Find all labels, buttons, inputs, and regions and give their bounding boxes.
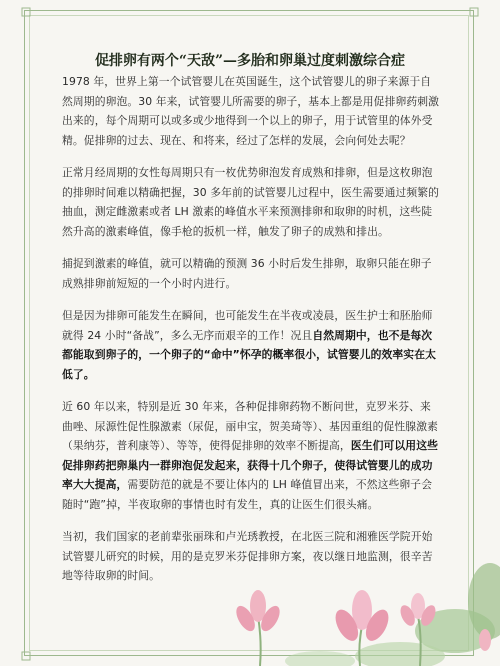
body-text: 需要防范的就是不要让体内的 LH 峰值冒出来，不然这些卵子会随时“跑”掉，半夜取卵的事情也时有发生，真的让医生们很头痛。 bbox=[62, 478, 433, 511]
corner-ornament-icon bbox=[20, 650, 32, 662]
bold-text: 医生们可以用这些促排卵药把卵巢内一群卵泡促发起来，获得十几个卵子，使得试管婴儿的成功率大大提高， bbox=[62, 439, 439, 491]
paragraph bbox=[62, 72, 440, 150]
paragraph bbox=[62, 527, 440, 586]
paragraph bbox=[62, 397, 440, 514]
article-body bbox=[62, 72, 440, 599]
paragraph bbox=[62, 306, 440, 384]
body-text: 1978 年，世界上第一个试管婴儿在英国诞生，这个试管婴儿的卵子来源于自然周期的卵泡。30 年来，试管婴儿所需要的卵子，基本上都是用促排卵药刺激出来的，每个周期可以或多或少地得到一个以上的卵子，用于试管里的体外受精。促排卵的过去、现在、和将来，经过了怎样的发展，会向何处去呢？ bbox=[62, 75, 440, 147]
bold-text: 自然周期中，也不是每次都能取到卵子的，一个卵子的“命中”怀孕的概率很小，试管婴儿的效率实在太低了。 bbox=[62, 328, 436, 381]
corner-ornament-icon bbox=[468, 6, 480, 18]
body-text: 但是因为排卵可能发生在瞬间，也可能发生在半夜或凌晨，医生护士和胚胎师就得 24 小时“备战”，多么无序而艰辛的工作！况且 bbox=[62, 309, 433, 342]
paragraph bbox=[62, 163, 440, 241]
paragraph bbox=[62, 254, 440, 293]
body-text: 当初，我们国家的老前辈张丽珠和卢光琇教授，在北医三院和湘雅医学院开始试管婴儿研究的时候，用的是克罗米芬促排卵方案，夜以继日地监测，很辛苦地等待取卵的时间。 bbox=[62, 530, 433, 582]
body-text: 近 60 年以来，特别是近 30 年来，各种促排卵药物不断问世，克罗米芬、来曲唑、尿源性促性腺激素（尿促，丽申宝，贺美琦等）、基因重组的促性腺激素（果纳芬，普利康等）、等等，使得促排卵的效率不断提高， bbox=[62, 400, 438, 452]
body-text: 正常月经周期的女性每周期只有一枚优势卵泡发育成熟和排卵，但是这枚卵泡的排卵时间难以精确把握，30 多年前的试管婴儿过程中，医生需要通过频繁的抽血，测定雌激素或者 LH 激素的峰值水平来预测排卵和取卵的时机，这些陡然升高的激素峰值，像手枪的扳机一样，触发了卵子的成熟和排出。 bbox=[62, 166, 440, 238]
article-title: 促排卵有两个“天敌”—多胎和卵巢过度刺激综合症 bbox=[94, 53, 406, 69]
corner-ornament-icon bbox=[20, 6, 32, 18]
body-text: 捕捉到激素的峰值，就可以精确的预测 36 小时后发生排卵，取卵只能在卵子成熟排卵前短短的一个小时内进行。 bbox=[62, 257, 432, 290]
